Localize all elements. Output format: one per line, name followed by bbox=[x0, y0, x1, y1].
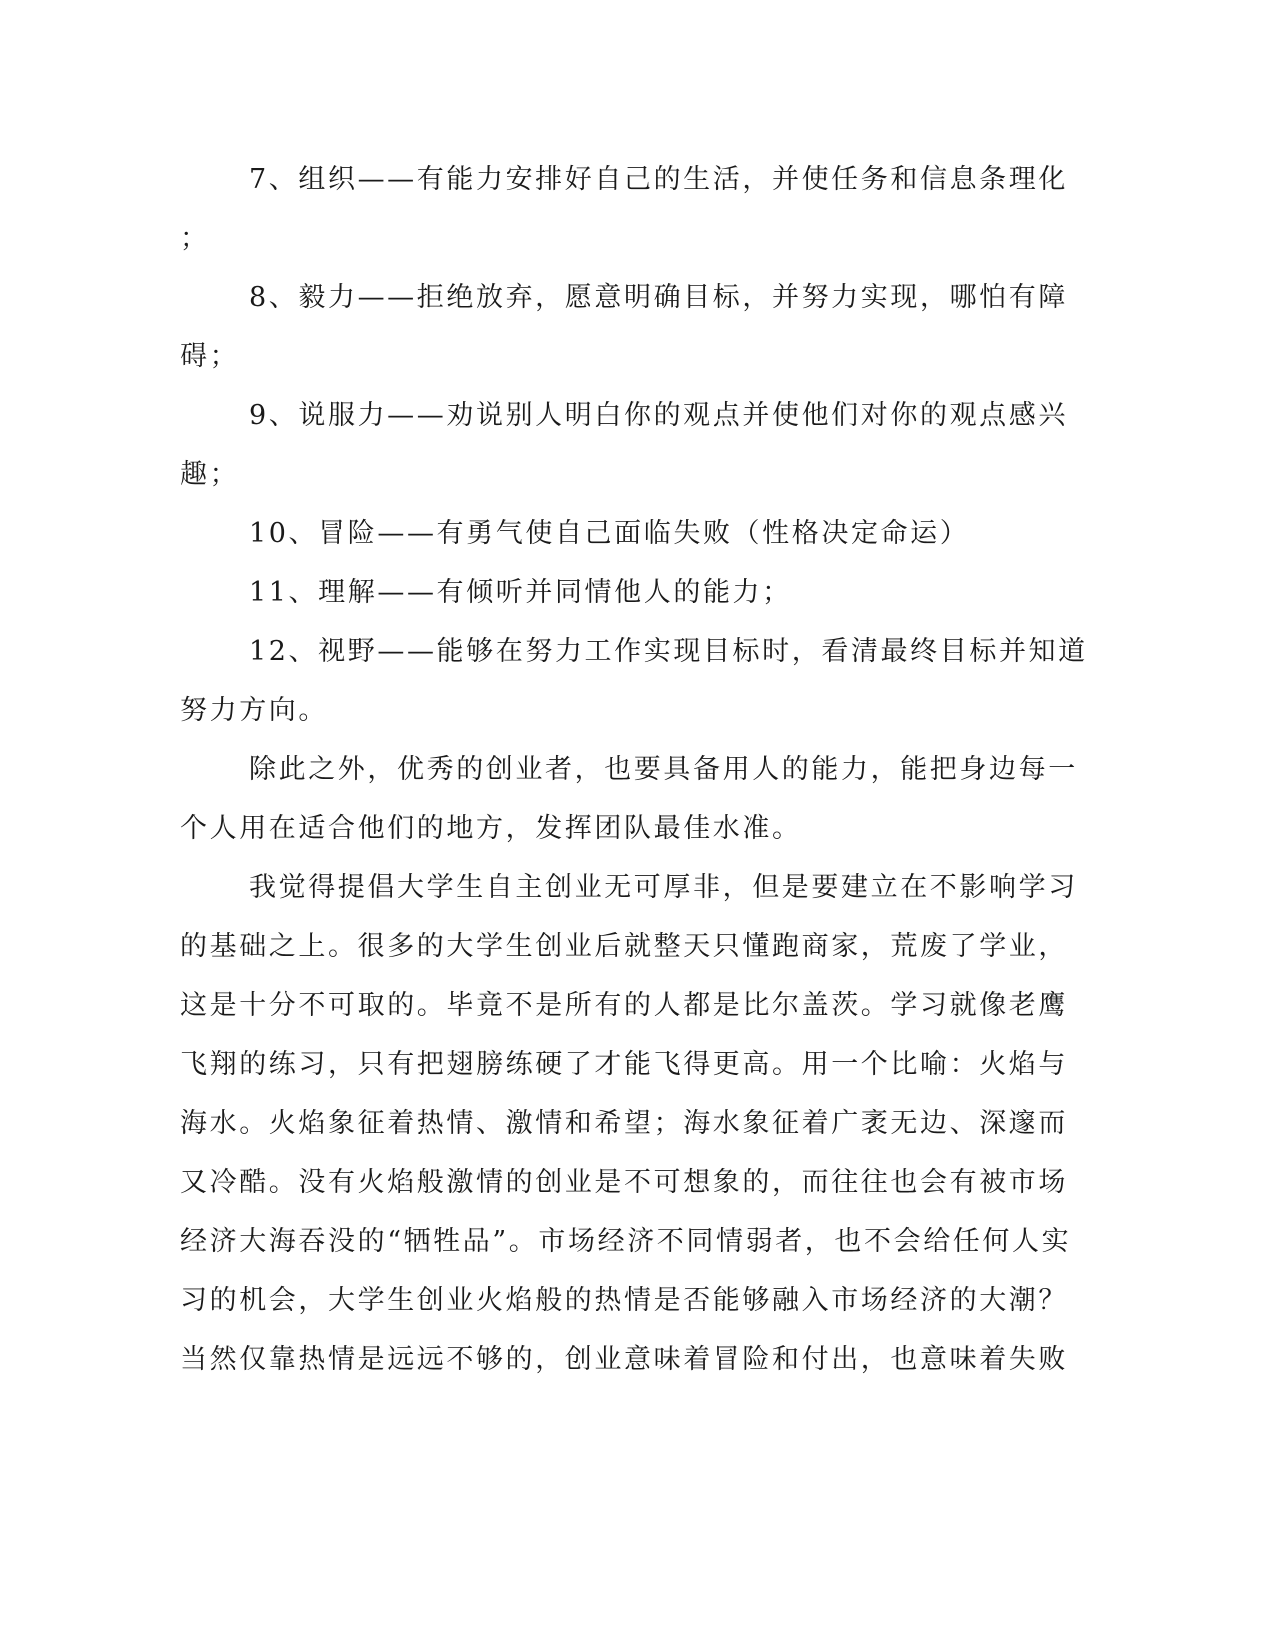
list-item-10: 10、冒险——有勇气使自己面临失败（性格决定命运） bbox=[249, 518, 970, 549]
list-item-8-line-1: 8、毅力——拒绝放弃，愿意明确目标，并努力实现，哪怕有障 bbox=[249, 282, 1068, 313]
list-item-9-line-1: 9、说服力——劝说别人明白你的观点并使他们对你的观点感兴 bbox=[249, 400, 1068, 431]
paragraph-2-line-9: 当然仅靠热情是远远不够的，创业意味着冒险和付出，也意味着失败 bbox=[180, 1344, 1068, 1375]
paragraph-2-line-1: 我觉得提倡大学生自主创业无可厚非，但是要建立在不影响学习 bbox=[249, 872, 1078, 903]
paragraph-1-line-2: 个人用在适合他们的地方，发挥团队最佳水准。 bbox=[180, 813, 802, 844]
paragraph-2-line-7: 经济大海吞没的“牺牲品”。市场经济不同情弱者，也不会给任何人实 bbox=[180, 1226, 1072, 1257]
paragraph-2-line-6: 又冷酷。没有火焰般激情的创业是不可想象的，而往往也会有被市场 bbox=[180, 1167, 1068, 1198]
list-item-9-line-2: 趣； bbox=[180, 459, 240, 490]
paragraph-1-line-1: 除此之外，优秀的创业者，也要具备用人的能力，能把身边每一 bbox=[249, 754, 1078, 785]
list-item-12-line-2: 努力方向。 bbox=[180, 695, 328, 726]
list-item-7-line-2: ； bbox=[180, 223, 210, 254]
paragraph-2-line-4: 飞翔的练习，只有把翅膀练硬了才能飞得更高。用一个比喻：火焰与 bbox=[180, 1049, 1068, 1080]
list-item-12-line-1: 12、视野——能够在努力工作实现目标时，看清最终目标并知道 bbox=[249, 636, 1088, 667]
paragraph-2-line-5: 海水。火焰象征着热情、激情和希望；海水象征着广袤无边、深邃而 bbox=[180, 1108, 1068, 1139]
list-item-7-line-1: 7、组织——有能力安排好自己的生活，并使任务和信息条理化 bbox=[249, 164, 1068, 195]
list-item-11: 11、理解——有倾听并同情他人的能力； bbox=[249, 577, 792, 608]
paragraph-2-line-3: 这是十分不可取的。毕竟不是所有的人都是比尔盖茨。学习就像老鹰 bbox=[180, 990, 1068, 1021]
list-item-8-line-2: 碍； bbox=[180, 341, 240, 372]
paragraph-2-line-2: 的基础之上。很多的大学生创业后就整天只懂跑商家，荒废了学业， bbox=[180, 931, 1068, 962]
paragraph-2-line-8: 习的机会，大学生创业火焰般的热情是否能够融入市场经济的大潮？ bbox=[180, 1285, 1068, 1316]
